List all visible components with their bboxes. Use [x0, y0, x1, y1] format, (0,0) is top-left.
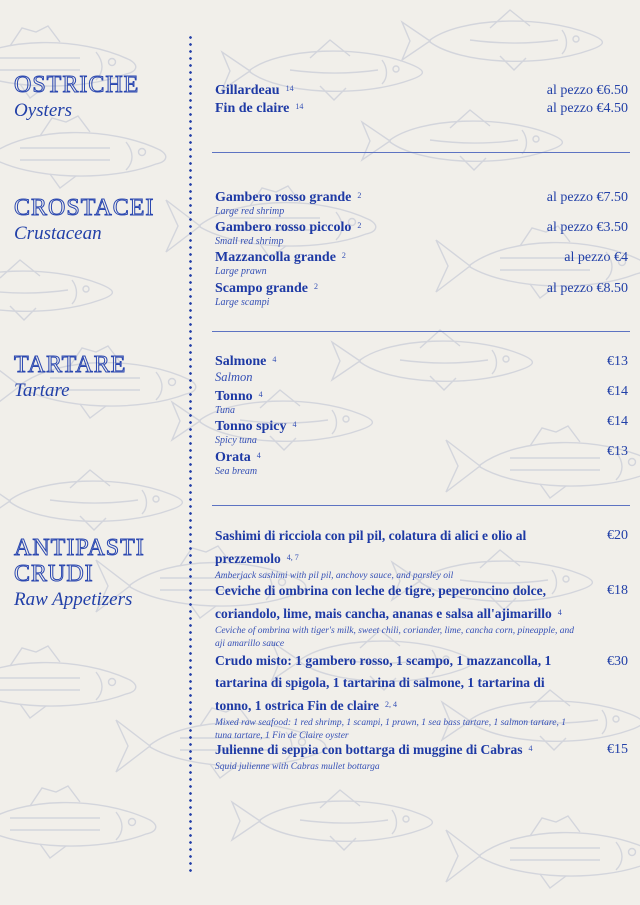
item-price: al pezzo €3.50	[546, 220, 628, 235]
menu-item	[215, 250, 346, 277]
menu-item	[215, 419, 296, 446]
menu-item	[215, 389, 263, 416]
section-title-italian-line2: CRUDI	[14, 561, 94, 587]
item-price: al pezzo €8.50	[546, 281, 628, 296]
item-description: Ceviche of ombrina with tiger's milk, sweet chili, coriander, lime, cancha corn, pineapple, and aji amarillo sauce	[215, 626, 575, 649]
section-divider	[212, 505, 630, 506]
item-name: Gambero rosso grande	[215, 190, 352, 205]
section-title-tartare	[14, 352, 126, 402]
allergen-codes: 4	[292, 420, 297, 429]
item-name: Tonno	[215, 389, 253, 404]
section-title-italian: CROSTACEI	[14, 195, 155, 221]
allergen-codes: 4	[557, 608, 562, 617]
item-description: Squid julienne with Cabras mullet bottarga	[215, 762, 380, 772]
item-name: Gillardeau	[215, 83, 280, 98]
section-title-antipasti-crudi	[14, 535, 145, 611]
item-description: Large red shrimp	[215, 206, 285, 217]
item-price: €15	[607, 742, 628, 757]
item-price: €13	[607, 444, 628, 459]
item-name: Mazzancolla grande	[215, 250, 336, 265]
allergen-codes: 4	[528, 744, 533, 753]
section-title-ostriche	[14, 72, 139, 122]
item-price: al pezzo €4.50	[546, 101, 628, 116]
item-name: Tonno spicy	[215, 419, 287, 434]
menu-item	[215, 281, 318, 308]
item-name: Fin de claire	[215, 101, 290, 116]
item-description: Small red shrimp	[215, 236, 284, 247]
item-description: Mixed raw seafood: 1 red shrimp, 1 scampi, 1 prawn, 1 sea bass tartare, 1 salmon tartare, 1 tuna tartare, 1 Fin de Claire oyster	[215, 718, 566, 741]
dotted-vertical-divider	[189, 34, 192, 874]
item-name: Orata	[215, 450, 251, 465]
item-price: €18	[607, 583, 628, 598]
section-title-italian: OSTRICHE	[14, 72, 140, 98]
item-description: Salmon	[215, 370, 253, 384]
item-price: €30	[607, 654, 628, 669]
allergen-codes: 4, 7	[286, 553, 299, 562]
allergen-codes: 4	[256, 451, 261, 460]
menu-item	[215, 580, 575, 651]
section-title-english: Raw Appetizers	[14, 589, 133, 610]
menu-item	[215, 450, 261, 477]
allergen-codes: 14	[295, 102, 304, 111]
section-title-italian-line1: ANTIPASTI	[14, 535, 145, 561]
menu-item	[215, 354, 276, 385]
item-description: Tuna	[215, 405, 236, 416]
menu-item	[215, 190, 361, 217]
item-name: Scampo grande	[215, 281, 308, 296]
menu-item	[215, 83, 294, 99]
item-price: €14	[607, 414, 628, 429]
item-name: Salmone	[215, 354, 267, 369]
item-price: €20	[607, 528, 628, 543]
item-price: €13	[607, 354, 628, 369]
allergen-codes: 2	[357, 221, 362, 230]
item-description: Spicy tuna	[215, 435, 257, 446]
item-name: Julienne di seppia con bottarga di muggine di Cabras	[215, 742, 523, 757]
item-price: €14	[607, 384, 628, 399]
allergen-codes: 4	[258, 390, 263, 399]
item-price: al pezzo €6.50	[546, 83, 628, 98]
allergen-codes: 2, 4	[384, 700, 397, 709]
section-title-italian: TARTARE	[14, 352, 127, 378]
menu-item	[215, 650, 575, 743]
item-name: Sashimi di ricciola con pil pil, colatura di alici e olio al prezzemolo	[215, 528, 527, 566]
menu-item	[215, 738, 575, 774]
section-title-english: Tartare	[14, 380, 70, 401]
allergen-codes: 14	[285, 84, 294, 93]
item-description: Large prawn	[215, 266, 267, 277]
menu-item	[215, 525, 575, 583]
item-name: Gambero rosso piccolo	[215, 220, 352, 235]
menu-item	[215, 220, 361, 247]
item-description: Large scampi	[215, 297, 270, 308]
allergen-codes: 2	[341, 251, 346, 260]
section-title-english: Crustacean	[14, 223, 102, 244]
item-price: al pezzo €7.50	[546, 190, 628, 205]
item-name: Ceviche di ombrina con leche de tigre, peperoncino dolce, coriandolo, lime, mais cancha, ananas e salsa all'ajimarillo	[215, 583, 552, 621]
item-description: Sea bream	[215, 466, 258, 477]
item-price: al pezzo €4	[564, 250, 628, 265]
section-title-crostacei	[14, 195, 154, 245]
allergen-codes: 4	[272, 355, 277, 364]
allergen-codes: 2	[357, 191, 362, 200]
allergen-codes: 2	[313, 282, 318, 291]
section-title-english: Oysters	[14, 100, 73, 121]
item-name: Crudo misto: 1 gambero rosso, 1 scampo, 1 mazzancolla, 1 tartarina di spigola, 1 tartarina di salmone, 1 tartarina di tonno, 1 ostrica Fin de claire	[215, 653, 552, 713]
section-divider	[212, 331, 630, 332]
menu-item	[215, 101, 303, 117]
item-description: Amberjack sashimi with pil pil, anchovy sauce, and parsley oil	[215, 571, 454, 581]
section-divider	[212, 152, 630, 153]
